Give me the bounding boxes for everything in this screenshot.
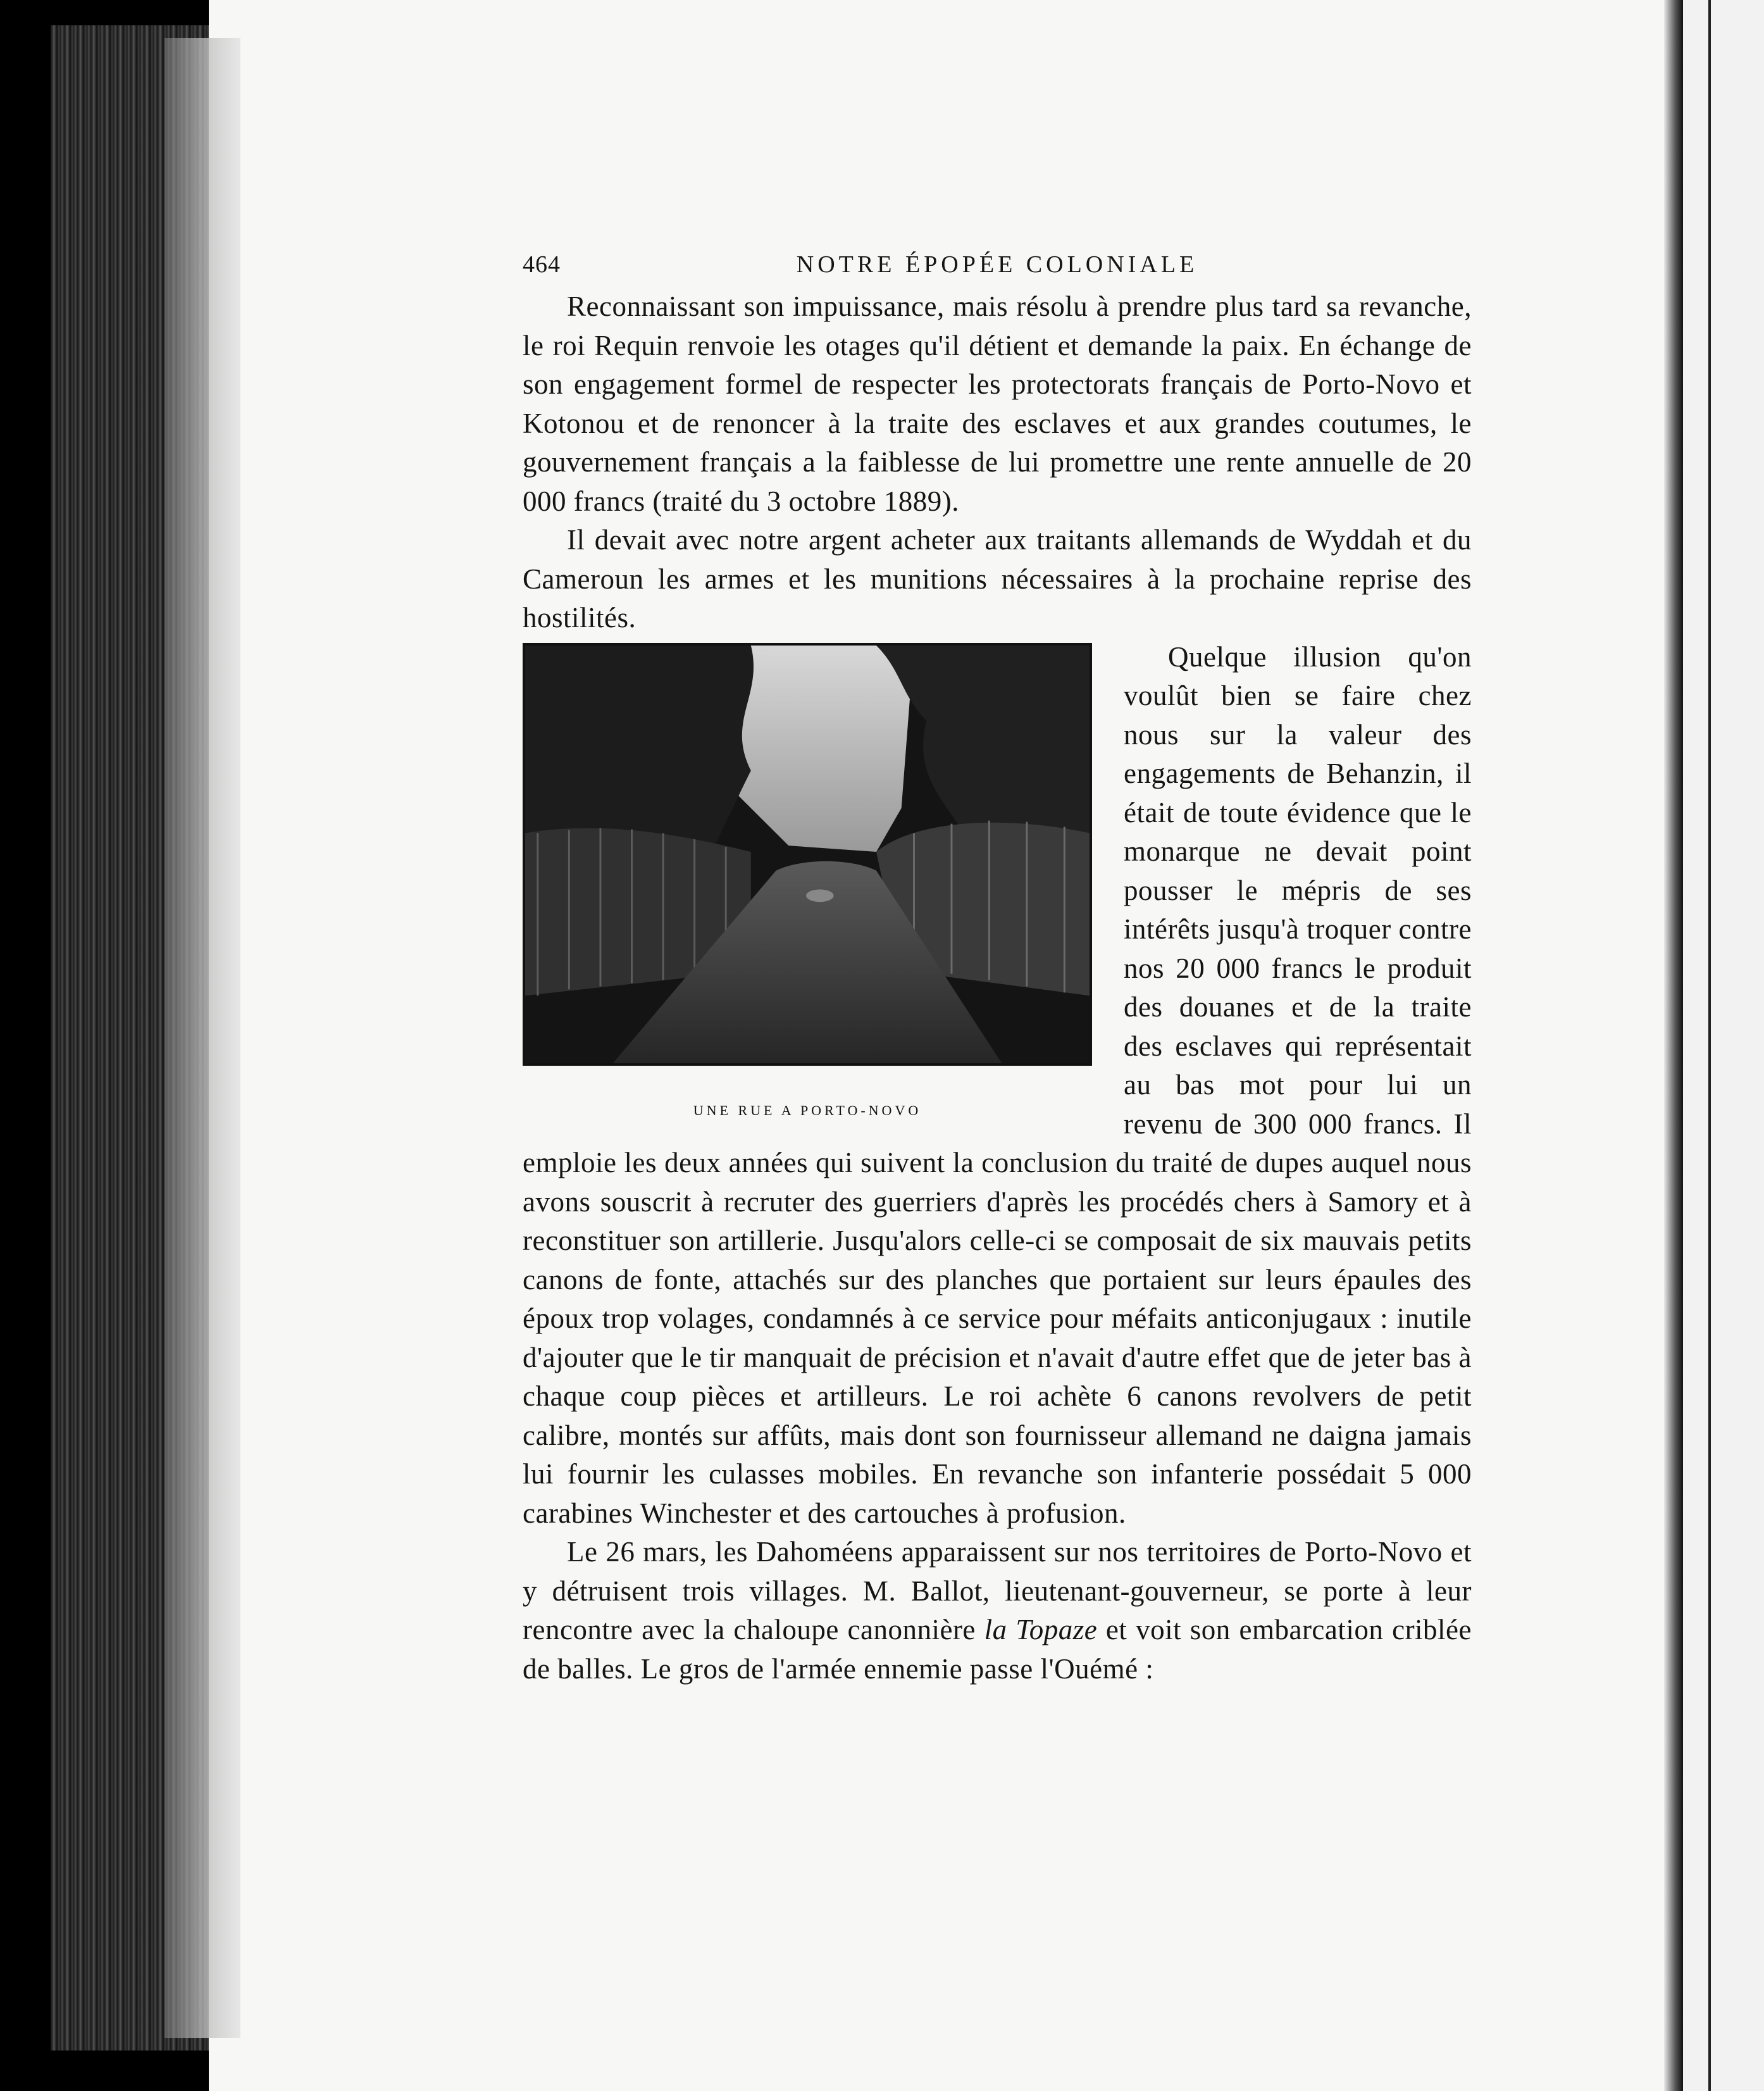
figure xyxy=(523,643,1092,1120)
figure-caption: UNE RUE A PORTO-NOVO xyxy=(693,1102,922,1118)
street-photo xyxy=(523,643,1092,1066)
right-page-fold xyxy=(1664,0,1683,2091)
running-head xyxy=(523,246,1472,277)
paragraph-4-start: Le 26 mars, les Dahoméens apparaissent sur nos territoires de Porto-Novo et y détruisent trois villages. M. Ballot, lieutenant-gouverneur, se porte à leur rencontre avec la chaloupe canonnière xyxy=(523,1536,1472,1645)
page-gutter-shadow xyxy=(165,38,240,2038)
page-number: 464 xyxy=(523,251,561,278)
ship-name: la Topaze xyxy=(984,1614,1098,1645)
right-binding-line xyxy=(1708,0,1711,2091)
page-content xyxy=(523,246,1472,1688)
paragraph-2: Il devait avec notre argent acheter aux traitants allemands de Wyddah et du Cameroun les armes et les munitions nécessaires à la prochaine reprise des hostilités. xyxy=(523,524,1472,634)
paragraph-4-end: et voit son embarcation criblée de balles. Le gros de l'armée ennemie passe l'Ouémé : xyxy=(523,1614,1472,1685)
paragraph-4 xyxy=(523,1533,1472,1688)
figure-in-distance xyxy=(806,889,834,902)
running-title: NOTRE ÉPOPÉE COLONIALE xyxy=(796,251,1198,278)
paragraph-3: Quelque illusion qu'on voulût bien se faire chez nous sur la valeur des engagements de Behanzin, il était de toute évidence que le monarque ne devait point pousser le mépris de ses intérêts jusqu'à troquer contre nos 20 000 francs le produit des douanes et de la traite des esclaves qui représentait au bas mot pour lui un revenu de 300 000 francs. Il emploie les deux années qui suivent la conclusion du traité de dupes auquel nous avons souscrit à recruter des guerriers d'après les procédés chers à Samory et à reconstituer son artillerie. Jusqu'alors celle-ci se composait de six mauvais petits canons de fonte, attachés sur des planches que portaient sur leurs épaules des époux trop volages, condamnés à ce service pour méfaits anticonjugaux : inutile d'ajouter que le tir manquait de précision et n'avait d'autre effet que de jeter bas à chaque coup pièces et artilleurs. Le roi achète 6 canons revolvers de petit calibre, montés sur affûts, mais dont son fournisseur allemand ne daigna jamais lui fournir les culasses mobiles. En revanche son infanterie possédait 5 000 carabines Winchester et des cartouches à profusion. xyxy=(523,640,1472,1529)
paragraph-1: Reconnaissant son impuissance, mais résolu à prendre plus tard sa revanche, le roi Requin renvoie les otages qu'il détient et demande la paix. En échange de son engagement formel de respecter les protectorats français de Porto-Novo et Kotonou et de renoncer à la traite des esclaves et aux grandes coutumes, le gouvernement français a la faiblesse de lui promettre une rente annuelle de 20 000 francs (traité du 3 octobre 1889). xyxy=(523,290,1472,517)
right-margin-strip xyxy=(1683,0,1764,2091)
